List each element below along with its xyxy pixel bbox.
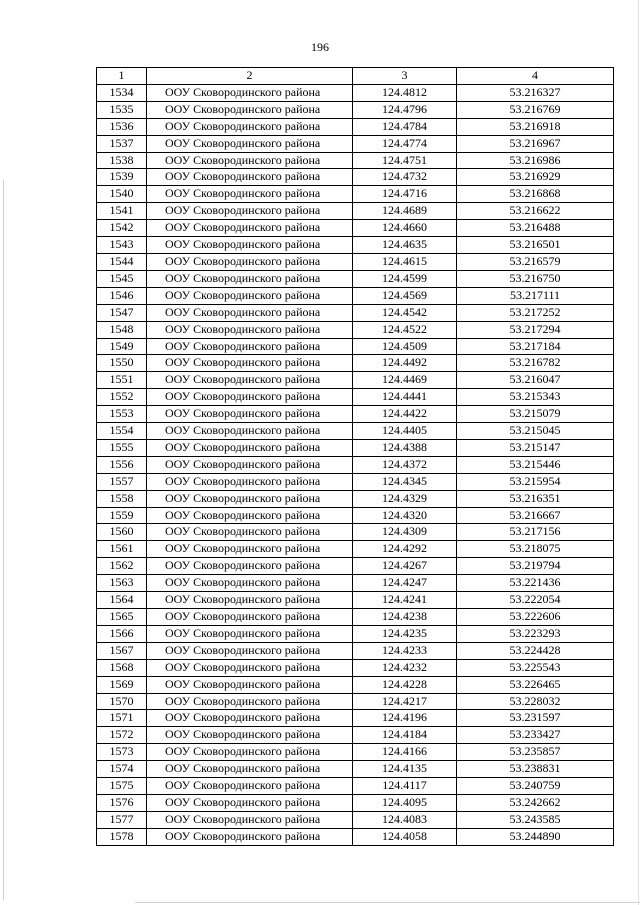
longitude-cell: 124.4509 [353, 338, 457, 355]
row-number-cell: 1552 [97, 389, 147, 406]
longitude-cell: 124.4441 [353, 389, 457, 406]
territory-name-cell: ООУ Сковородинского района [147, 625, 353, 642]
longitude-cell: 124.4166 [353, 744, 457, 761]
longitude-cell: 124.4796 [353, 101, 457, 118]
longitude-cell: 124.4716 [353, 186, 457, 203]
row-number-cell: 1567 [97, 642, 147, 659]
longitude-cell: 124.4812 [353, 84, 457, 101]
territory-name-cell: ООУ Сковородинского района [147, 389, 353, 406]
row-number-cell: 1573 [97, 744, 147, 761]
latitude-cell: 53.217252 [457, 304, 614, 321]
territory-name-cell: ООУ Сковородинского района [147, 406, 353, 423]
longitude-cell: 124.4232 [353, 659, 457, 676]
row-number-cell: 1571 [97, 710, 147, 727]
table-row [97, 828, 614, 845]
longitude-cell: 124.4228 [353, 676, 457, 693]
row-number-cell: 1536 [97, 118, 147, 135]
territory-name-cell: ООУ Сковородинского района [147, 203, 353, 220]
longitude-cell: 124.4569 [353, 287, 457, 304]
latitude-cell: 53.216967 [457, 135, 614, 152]
latitude-cell: 53.223293 [457, 625, 614, 642]
row-number-cell: 1547 [97, 304, 147, 321]
table-row [97, 558, 614, 575]
row-number-cell: 1576 [97, 794, 147, 811]
latitude-cell: 53.217294 [457, 321, 614, 338]
territory-name-cell: ООУ Сковородинского района [147, 186, 353, 203]
latitude-cell: 53.217111 [457, 287, 614, 304]
latitude-cell: 53.222606 [457, 609, 614, 626]
latitude-cell: 53.216929 [457, 169, 614, 186]
longitude-cell: 124.4615 [353, 253, 457, 270]
table-row [97, 592, 614, 609]
row-number-cell: 1569 [97, 676, 147, 693]
row-number-cell: 1556 [97, 456, 147, 473]
table-row [97, 744, 614, 761]
table-row [97, 152, 614, 169]
territory-name-cell: ООУ Сковородинского района [147, 507, 353, 524]
latitude-cell: 53.215079 [457, 406, 614, 423]
territory-name-cell: ООУ Сковородинского района [147, 761, 353, 778]
latitude-cell: 53.244890 [457, 828, 614, 845]
table-row [97, 118, 614, 135]
table-row [97, 609, 614, 626]
row-number-cell: 1565 [97, 609, 147, 626]
territory-name-cell: ООУ Сковородинского района [147, 642, 353, 659]
longitude-cell: 124.4320 [353, 507, 457, 524]
longitude-cell: 124.4599 [353, 270, 457, 287]
row-number-cell: 1550 [97, 355, 147, 372]
table-body [97, 84, 614, 845]
latitude-cell: 53.240759 [457, 778, 614, 795]
scan-edge-right [638, 0, 639, 905]
longitude-cell: 124.4217 [353, 693, 457, 710]
territory-name-cell: ООУ Сковородинского района [147, 659, 353, 676]
table-row [97, 287, 614, 304]
table-row [97, 338, 614, 355]
longitude-cell: 124.4372 [353, 456, 457, 473]
table-row [97, 456, 614, 473]
territory-name-cell: ООУ Сковородинского района [147, 778, 353, 795]
territory-name-cell: ООУ Сковородинского района [147, 423, 353, 440]
row-number-cell: 1542 [97, 220, 147, 237]
table-row [97, 135, 614, 152]
table-row [97, 473, 614, 490]
longitude-cell: 124.4492 [353, 355, 457, 372]
longitude-cell: 124.4660 [353, 220, 457, 237]
row-number-cell: 1559 [97, 507, 147, 524]
territory-name-cell: ООУ Сковородинского района [147, 693, 353, 710]
row-number-cell: 1541 [97, 203, 147, 220]
table-row [97, 321, 614, 338]
row-number-cell: 1570 [97, 693, 147, 710]
table-row [97, 541, 614, 558]
latitude-cell: 53.222054 [457, 592, 614, 609]
column-header-2: 2 [147, 68, 353, 85]
table-row [97, 406, 614, 423]
row-number-cell: 1553 [97, 406, 147, 423]
territory-name-cell: ООУ Сковородинского района [147, 169, 353, 186]
latitude-cell: 53.216667 [457, 507, 614, 524]
latitude-cell: 53.233427 [457, 727, 614, 744]
territory-name-cell: ООУ Сковородинского района [147, 592, 353, 609]
territory-name-cell: ООУ Сковородинского района [147, 237, 353, 254]
longitude-cell: 124.4784 [353, 118, 457, 135]
table-row [97, 270, 614, 287]
latitude-cell: 53.216579 [457, 253, 614, 270]
longitude-cell: 124.4292 [353, 541, 457, 558]
longitude-cell: 124.4774 [353, 135, 457, 152]
longitude-cell: 124.4238 [353, 609, 457, 626]
longitude-cell: 124.4635 [353, 237, 457, 254]
table-row [97, 625, 614, 642]
longitude-cell: 124.4058 [353, 828, 457, 845]
territory-name-cell: ООУ Сковородинского района [147, 490, 353, 507]
row-number-cell: 1568 [97, 659, 147, 676]
row-number-cell: 1575 [97, 778, 147, 795]
row-number-cell: 1538 [97, 152, 147, 169]
row-number-cell: 1534 [97, 84, 147, 101]
table-row [97, 84, 614, 101]
row-number-cell: 1561 [97, 541, 147, 558]
latitude-cell: 53.216047 [457, 372, 614, 389]
table-row [97, 761, 614, 778]
table-row [97, 439, 614, 456]
longitude-cell: 124.4241 [353, 592, 457, 609]
territory-name-cell: ООУ Сковородинского района [147, 558, 353, 575]
row-number-cell: 1546 [97, 287, 147, 304]
territory-name-cell: ООУ Сковородинского района [147, 321, 353, 338]
coordinates-table [96, 67, 614, 846]
table-row [97, 778, 614, 795]
row-number-cell: 1555 [97, 439, 147, 456]
row-number-cell: 1540 [97, 186, 147, 203]
longitude-cell: 124.4247 [353, 575, 457, 592]
latitude-cell: 53.215045 [457, 423, 614, 440]
latitude-cell: 53.216918 [457, 118, 614, 135]
latitude-cell: 53.215147 [457, 439, 614, 456]
longitude-cell: 124.4309 [353, 524, 457, 541]
latitude-cell: 53.228032 [457, 693, 614, 710]
table-row [97, 423, 614, 440]
table-header-row [97, 68, 614, 85]
latitude-cell: 53.216782 [457, 355, 614, 372]
longitude-cell: 124.4422 [353, 406, 457, 423]
longitude-cell: 124.4083 [353, 811, 457, 828]
column-header-3: 3 [353, 68, 457, 85]
table-row [97, 220, 614, 237]
longitude-cell: 124.4267 [353, 558, 457, 575]
latitude-cell: 53.215343 [457, 389, 614, 406]
row-number-cell: 1574 [97, 761, 147, 778]
table-row [97, 693, 614, 710]
longitude-cell: 124.4689 [353, 203, 457, 220]
page-number: 196 [311, 40, 329, 54]
table-row [97, 304, 614, 321]
table-row [97, 794, 614, 811]
territory-name-cell: ООУ Сковородинского района [147, 473, 353, 490]
latitude-cell: 53.243585 [457, 811, 614, 828]
latitude-cell: 53.231597 [457, 710, 614, 727]
row-number-cell: 1566 [97, 625, 147, 642]
latitude-cell: 53.221436 [457, 575, 614, 592]
longitude-cell: 124.4117 [353, 778, 457, 795]
territory-name-cell: ООУ Сковородинского района [147, 676, 353, 693]
latitude-cell: 53.217156 [457, 524, 614, 541]
row-number-cell: 1562 [97, 558, 147, 575]
scan-edge-bottom [135, 902, 640, 903]
latitude-cell: 53.216488 [457, 220, 614, 237]
longitude-cell: 124.4405 [353, 423, 457, 440]
row-number-cell: 1549 [97, 338, 147, 355]
row-number-cell: 1557 [97, 473, 147, 490]
table-row [97, 575, 614, 592]
territory-name-cell: ООУ Сковородинского района [147, 727, 353, 744]
territory-name-cell: ООУ Сковородинского района [147, 541, 353, 558]
row-number-cell: 1558 [97, 490, 147, 507]
row-number-cell: 1543 [97, 237, 147, 254]
table-row [97, 490, 614, 507]
table-row [97, 253, 614, 270]
longitude-cell: 124.4388 [353, 439, 457, 456]
row-number-cell: 1539 [97, 169, 147, 186]
territory-name-cell: ООУ Сковородинского района [147, 304, 353, 321]
longitude-cell: 124.4196 [353, 710, 457, 727]
latitude-cell: 53.238831 [457, 761, 614, 778]
longitude-cell: 124.4751 [353, 152, 457, 169]
table-row [97, 676, 614, 693]
longitude-cell: 124.4345 [353, 473, 457, 490]
latitude-cell: 53.215446 [457, 456, 614, 473]
territory-name-cell: ООУ Сковородинского района [147, 152, 353, 169]
longitude-cell: 124.4235 [353, 625, 457, 642]
latitude-cell: 53.216501 [457, 237, 614, 254]
territory-name-cell: ООУ Сковородинского района [147, 135, 353, 152]
territory-name-cell: ООУ Сковородинского района [147, 811, 353, 828]
latitude-cell: 53.218075 [457, 541, 614, 558]
territory-name-cell: ООУ Сковородинского района [147, 220, 353, 237]
table-row [97, 642, 614, 659]
territory-name-cell: ООУ Сковородинского района [147, 744, 353, 761]
latitude-cell: 53.215954 [457, 473, 614, 490]
table-row [97, 524, 614, 541]
territory-name-cell: ООУ Сковородинского района [147, 439, 353, 456]
longitude-cell: 124.4329 [353, 490, 457, 507]
table-row [97, 237, 614, 254]
scan-edge-left [3, 180, 4, 900]
row-number-cell: 1554 [97, 423, 147, 440]
territory-name-cell: ООУ Сковородинского района [147, 118, 353, 135]
territory-name-cell: ООУ Сковородинского района [147, 575, 353, 592]
table-row [97, 659, 614, 676]
latitude-cell: 53.216769 [457, 101, 614, 118]
table-row [97, 355, 614, 372]
column-header-1: 1 [97, 68, 147, 85]
territory-name-cell: ООУ Сковородинского района [147, 270, 353, 287]
row-number-cell: 1537 [97, 135, 147, 152]
territory-name-cell: ООУ Сковородинского района [147, 710, 353, 727]
territory-name-cell: ООУ Сковородинского района [147, 287, 353, 304]
latitude-cell: 53.235857 [457, 744, 614, 761]
row-number-cell: 1535 [97, 101, 147, 118]
latitude-cell: 53.226465 [457, 676, 614, 693]
longitude-cell: 124.4469 [353, 372, 457, 389]
table-row [97, 727, 614, 744]
territory-name-cell: ООУ Сковородинского района [147, 794, 353, 811]
territory-name-cell: ООУ Сковородинского района [147, 456, 353, 473]
territory-name-cell: ООУ Сковородинского района [147, 84, 353, 101]
row-number-cell: 1551 [97, 372, 147, 389]
column-header-4: 4 [457, 68, 614, 85]
row-number-cell: 1564 [97, 592, 147, 609]
longitude-cell: 124.4135 [353, 761, 457, 778]
longitude-cell: 124.4732 [353, 169, 457, 186]
longitude-cell: 124.4542 [353, 304, 457, 321]
territory-name-cell: ООУ Сковородинского района [147, 253, 353, 270]
territory-name-cell: ООУ Сковородинского района [147, 828, 353, 845]
territory-name-cell: ООУ Сковородинского района [147, 355, 353, 372]
longitude-cell: 124.4233 [353, 642, 457, 659]
row-number-cell: 1572 [97, 727, 147, 744]
table-row [97, 507, 614, 524]
latitude-cell: 53.242662 [457, 794, 614, 811]
table-row [97, 101, 614, 118]
latitude-cell: 53.216986 [457, 152, 614, 169]
row-number-cell: 1545 [97, 270, 147, 287]
territory-name-cell: ООУ Сковородинского района [147, 338, 353, 355]
row-number-cell: 1544 [97, 253, 147, 270]
latitude-cell: 53.217184 [457, 338, 614, 355]
table-row [97, 186, 614, 203]
territory-name-cell: ООУ Сковородинского района [147, 372, 353, 389]
table-row [97, 169, 614, 186]
longitude-cell: 124.4522 [353, 321, 457, 338]
row-number-cell: 1548 [97, 321, 147, 338]
table-row [97, 811, 614, 828]
row-number-cell: 1577 [97, 811, 147, 828]
latitude-cell: 53.219794 [457, 558, 614, 575]
latitude-cell: 53.216327 [457, 84, 614, 101]
table-row [97, 710, 614, 727]
row-number-cell: 1563 [97, 575, 147, 592]
territory-name-cell: ООУ Сковородинского района [147, 609, 353, 626]
territory-name-cell: ООУ Сковородинского района [147, 101, 353, 118]
row-number-cell: 1560 [97, 524, 147, 541]
table-row [97, 203, 614, 220]
latitude-cell: 53.216351 [457, 490, 614, 507]
row-number-cell: 1578 [97, 828, 147, 845]
table-row [97, 372, 614, 389]
longitude-cell: 124.4184 [353, 727, 457, 744]
latitude-cell: 53.216868 [457, 186, 614, 203]
table-row [97, 389, 614, 406]
territory-name-cell: ООУ Сковородинского района [147, 524, 353, 541]
latitude-cell: 53.216750 [457, 270, 614, 287]
latitude-cell: 53.224428 [457, 642, 614, 659]
latitude-cell: 53.216622 [457, 203, 614, 220]
longitude-cell: 124.4095 [353, 794, 457, 811]
latitude-cell: 53.225543 [457, 659, 614, 676]
